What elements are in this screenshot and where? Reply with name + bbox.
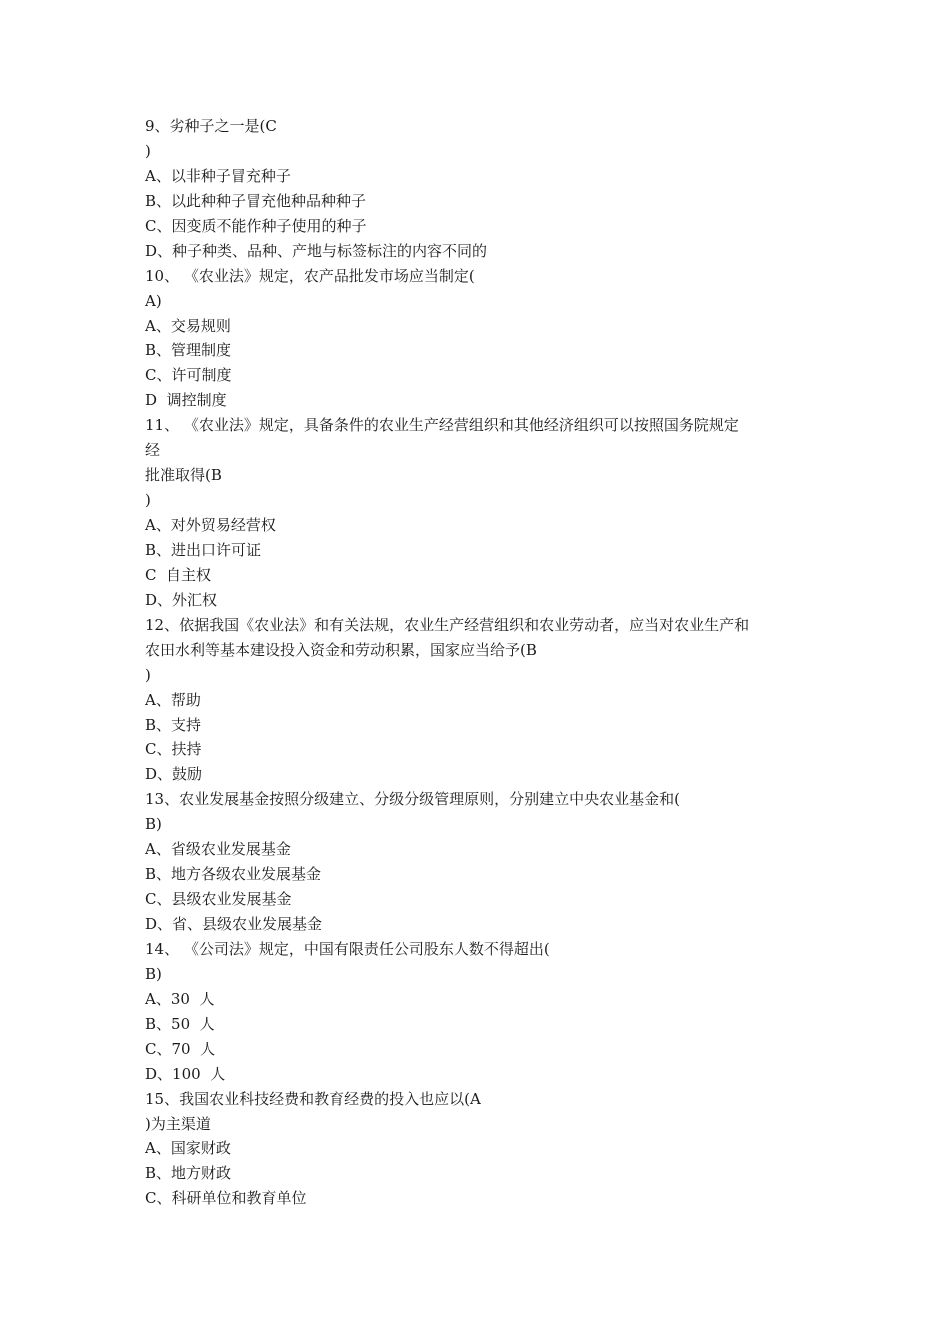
text-line: C、科研单位和教育单位 bbox=[145, 1189, 307, 1208]
text-line: B、以此种种子冒充他种品种种子 bbox=[145, 191, 367, 210]
text-line: C、70 人 bbox=[145, 1039, 216, 1058]
text-line: 13、农业发展基金按照分级建立、分级分级管理原则，分别建立中央农业基金和( bbox=[145, 790, 680, 809]
document-body bbox=[145, 114, 825, 1211]
text-line: D、外汇权 bbox=[145, 590, 218, 609]
text-line: 10、 《农业法》规定，农产品批发市场应当制定( bbox=[145, 266, 475, 285]
text-line: 批准取得(B bbox=[145, 466, 222, 485]
text-line: B) bbox=[145, 964, 162, 983]
text-line: 15、我国农业科技经费和教育经费的投入也应以(A bbox=[145, 1089, 481, 1108]
text-line: ) bbox=[145, 665, 151, 684]
text-line: )为主渠道 bbox=[145, 1114, 211, 1133]
text-line: A、以非种子冒充种子 bbox=[145, 166, 291, 185]
text-line: ) bbox=[145, 141, 151, 160]
text-line: D、省、县级农业发展基金 bbox=[145, 915, 323, 933]
text-line: 9、劣种子之一是(C bbox=[145, 117, 277, 135]
text-line: C、许可制度 bbox=[145, 366, 232, 385]
text-line: A) bbox=[145, 291, 162, 310]
text-line: A、省级农业发展基金 bbox=[145, 840, 291, 859]
text-line: A、交易规则 bbox=[145, 316, 231, 335]
text-line: A、30 人 bbox=[145, 989, 215, 1008]
text-line: 经 bbox=[145, 441, 161, 460]
text-line: B) bbox=[145, 815, 162, 834]
text-line: B、地方各级农业发展基金 bbox=[145, 865, 322, 884]
text-line: A、国家财政 bbox=[145, 1139, 231, 1158]
text-line: C、因变质不能作种子使用的种子 bbox=[145, 216, 367, 235]
text-line: D、种子种类、品种、产地与标签标注的内容不同的 bbox=[145, 241, 488, 260]
text-line: C、县级农业发展基金 bbox=[145, 890, 292, 909]
text-line: B、进出口许可证 bbox=[145, 540, 262, 559]
text-line: C 自主权 bbox=[145, 565, 212, 584]
text-line: B、管理制度 bbox=[145, 341, 232, 360]
text-line: B、50 人 bbox=[145, 1014, 215, 1033]
text-line: 11、 《农业法》规定，具备条件的农业生产经营组织和其他经济组织可以按照国务院规定 bbox=[145, 416, 739, 435]
text-line: ) bbox=[145, 491, 151, 510]
text-line: B、支持 bbox=[145, 715, 202, 734]
text-line: D 调控制度 bbox=[145, 391, 227, 410]
text-line: C、扶持 bbox=[145, 740, 202, 759]
text-line: 12、依据我国《农业法》和有关法规，农业生产经营组织和农业劳动者，应当对农业生产和 bbox=[145, 615, 750, 634]
text-line: B、地方财政 bbox=[145, 1164, 232, 1183]
text-line: 农田水利等基本建设投入资金和劳动积累，国家应当给予(B bbox=[145, 640, 537, 659]
text-line: D、100 人 bbox=[145, 1064, 226, 1083]
text-line: A、帮助 bbox=[145, 690, 201, 709]
text-line: A、对外贸易经营权 bbox=[145, 516, 276, 534]
text-line: D、鼓励 bbox=[145, 765, 203, 784]
text-line: 14、 《公司法》规定，中国有限责任公司股东人数不得超出( bbox=[145, 939, 550, 958]
